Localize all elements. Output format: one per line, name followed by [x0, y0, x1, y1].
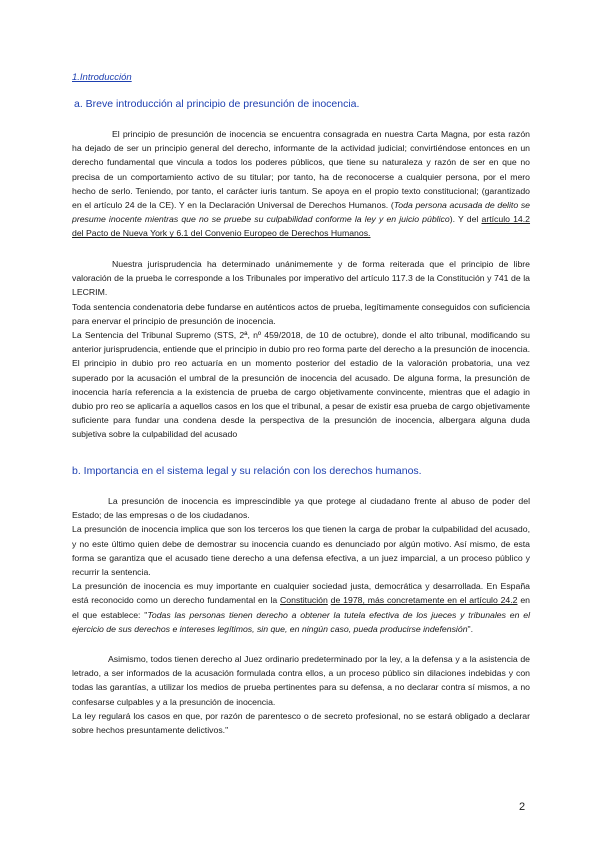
page-number: 2 — [519, 801, 526, 813]
p1-quote: Toda persona acusada de delito se presume inocente mientras que no se pruebe su culpabilidad conforme la ley y en juicio público — [72, 200, 530, 225]
section-a-paragraph-1 — [72, 127, 530, 241]
p1-link[interactable]: artículo 14.2 del Pacto de Nueva York y 6.1 del Convenio Europeo de Derechos Humanos. — [72, 214, 531, 239]
p1-text: El principio de presunción de inocencia se encuentra consagrada en nuestra Carta Magna, por esta razón ha dejado de ser un principio general del derecho, informante de la actividad judicial; convirtiéndose entonces en un derecho fundamental que vincula a todos los poderes públicos, que tiene su naturaleza y razón de ser en que no precisa de un comportamiento activo de su titular; por tanto, ha de reconocerse a cualquier persona, por el mero hecho de serlo. Teniendo, por tanto, el carácter iuris tantum. Se apoya en el propio texto constitucional; (garantizado en el artículo 24 de la CE). Y en la Declaración Universal de Derechos Humanos. ( — [72, 129, 530, 211]
p1-close: ). Y del — [449, 214, 482, 225]
section-b-paragraph-4: Asimismo, todos tienen derecho al Juez ordinario predeterminado por la ley, a la defensa y a la asistencia de letrado, a ser informados de la acusación formulada contra ellos, a un proceso público sin dilaciones indebidas y con todas las garantías, a utilizar los medios de prueba pertinentes para su defensa, a no declarar contra sí mismos, a no confesarse culpables y a la presunción de inocencia. — [72, 654, 530, 707]
section-b-paragraph-3 — [72, 579, 530, 636]
heading-introduccion: 1.Introducción — [72, 72, 132, 83]
p3-link-constitucion[interactable]: Constitución — [280, 595, 328, 606]
p3-mid: en el que establece: " — [72, 595, 530, 620]
section-a-paragraph-4: La Sentencia del Tribunal Supremo (STS, 2ª, nº 459/2018, de 10 de octubre), donde el alto tribunal, modificando su anterior jurisprudencia, entiende que el principio in dubio pro reo forma parte del derecho a la presunción de inocencia. El principio in dubio pro reo actuaría en un momento posterior del estadio de la valoración probatoria, una vez superado por la acusación el umbral de la presunción de inocencia del acusado. De alguna forma, la presunción de inocencia haría referencia a la existencia de prueba de cargo objetivamente convincente, mientras que el adagio in dubio pro reo se aplicaría a aquellos casos en los que el tribunal, a pesar de existir esa prueba de cargo objetivamente suficiente para fundar una condena desde la perspectiva de la presunción de inocencia, albergara alguna duda subjetiva sobre la culpabilidad del acusado — [72, 330, 530, 440]
section-a-paragraph-3: Toda sentencia condenatoria debe fundarse en auténticos actos de prueba, legítimamente conseguidos con suficiencia para enervar el principio de presunción de inocencia. — [72, 301, 530, 326]
section-b-body — [72, 494, 530, 636]
section-b-body-2 — [72, 652, 530, 737]
p3-quote: Todas las personas tienen derecho a obtener la tutela efectiva de los jueces y tribunales en el ejercicio de sus derechos e intereses legítimos, sin que, en ningún caso, pueda producirse indefensión — [72, 609, 530, 634]
p3-end: ". — [467, 623, 474, 634]
section-a-paragraph-2: Nuestra jurisprudencia ha determinado unánimemente y de forma reiterada que el principio de libre valoración de la prueba le corresponde a los Tribunales por imperativo del artículo 117.3 de la Constitución y 741 de la LECRIM. — [72, 259, 530, 298]
section-b-paragraph-2: La presunción de inocencia implica que son los terceros los que tienen la carga de probar la culpabilidad del acusado, y no este último quien debe de demostrar su inocencia cuando es denunciado por algún motivo. Así mismo, de esta forma se garantiza que el acusado tiene derecho a una defensa efectiva, a un juez imparcial, a un proceso público y recurrir la sentencia. — [72, 524, 530, 578]
section-a-body — [72, 257, 530, 442]
p3-link-articulo[interactable]: de 1978, más concretamente en el artículo 24.2 — [330, 595, 518, 606]
p3-start: La presunción de inocencia es muy importante en cualquier sociedad justa, democrática y desarrollada. En España está reconocido como un derecho fundamental en la — [72, 581, 530, 606]
section-a-title: a. Breve introducción al principio de presunción de inocencia. — [74, 98, 360, 110]
section-b-title: b. Importancia en el sistema legal y su relación con los derechos humanos. — [72, 465, 422, 477]
section-b-paragraph-5: La ley regulará los casos en que, por razón de parentesco o de secreto profesional, no se estará obligado a declarar sobre hechos presuntamente delictivos." — [72, 710, 530, 736]
section-b-paragraph-1: La presunción de inocencia es imprescindible ya que protege al ciudadano frente al abuso de poder del Estado; de las empresas o de los ciudadanos. — [72, 496, 530, 521]
